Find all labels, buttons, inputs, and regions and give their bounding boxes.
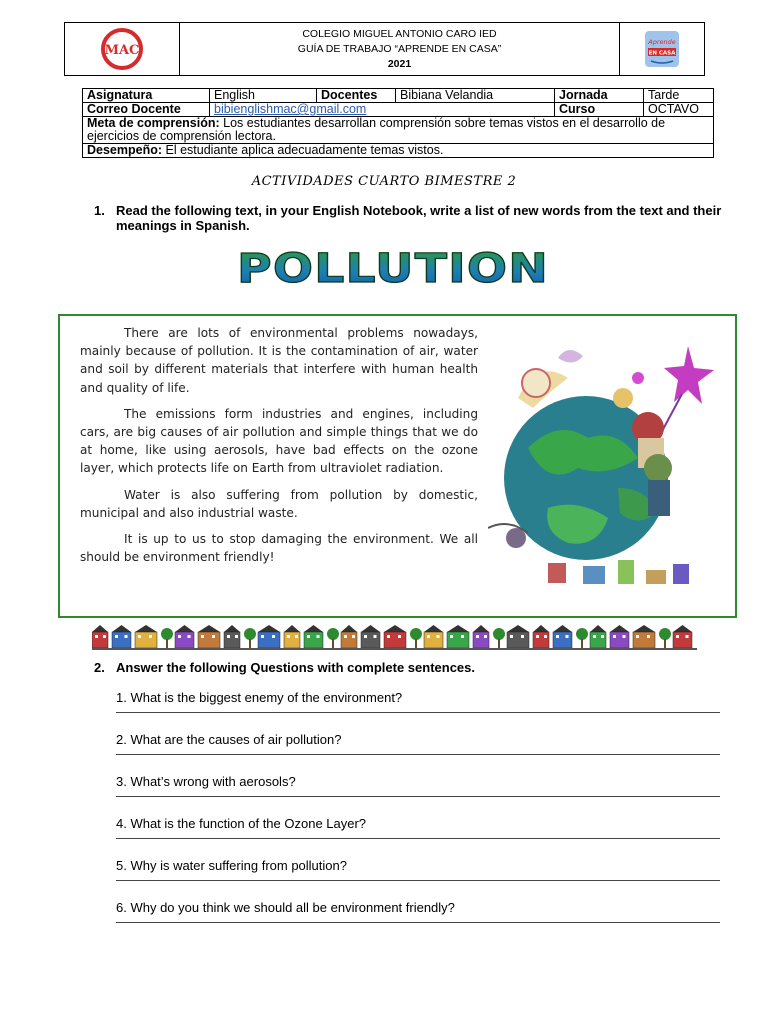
aprende-logo-cell [619,23,704,75]
answer-line[interactable] [116,880,720,881]
reading-paragraph: Water is also suffering from pollution by domestic, municipal and also industrial waste. [80,487,478,520]
curso-value: OCTAVO [644,103,714,117]
answer-line[interactable] [116,712,720,713]
house-icon [112,625,131,648]
house-icon [135,625,157,648]
house-icon [473,625,489,648]
question-4 [116,816,720,839]
tree-icon [410,628,422,648]
instruction-2 [94,660,724,675]
instruction-1-number: 1. [94,203,105,218]
question-text: 1. What is the biggest enemy of the environment? [116,690,403,705]
house-icon [341,625,357,648]
instruction-2-number: 2. [94,660,105,675]
house-icon [590,625,606,648]
jornada-label: Jornada [555,89,644,103]
jornada-value: Tarde [644,89,714,103]
answer-line[interactable] [116,922,720,923]
school-logo-icon [95,27,149,71]
reading-text [80,324,478,574]
house-icon [224,625,240,648]
house-icon [198,625,220,648]
tree-icon [576,628,588,648]
course-info-table [82,88,714,158]
header-titles [180,23,619,75]
question-text: 4. What is the function of the Ozone Layer? [116,816,367,831]
instruction-2-text: Answer the following Questions with complete sentences. [116,660,476,675]
guide-title: GUÍA DE TRABAJO “APRENDE EN CASA” [297,42,502,55]
answer-line[interactable] [116,838,720,839]
house-icon [610,625,629,648]
teacher-email-link[interactable]: bibienglishmac@gmail.com [214,102,367,116]
question-text: 3. What’s wrong with aerosols? [116,774,296,789]
reading-paragraph: The emissions form industries and engines, including cars, are big causes of air pollution and simple things that we do at home, like using aerosols, have bad effects on the ozone layer, which protects life on Earth from ultraviolet radiation. [80,406,478,476]
house-icon [633,625,655,648]
house-icon [553,625,572,648]
pollution-title-text: POLLUTION [237,246,549,288]
house-icon [673,625,692,648]
house-icon [507,625,529,648]
answer-line[interactable] [116,754,720,755]
tree-icon [659,628,671,648]
curso-label: Curso [555,103,644,117]
question-text: 2. What are the causes of air pollution? [116,732,342,747]
meta-value: Los estudiantes desarrollan comprensión sobre temas vistos en el desarrollo de ejercicios de comprensión lectora. [87,116,666,143]
polluted-earth-illustration [488,338,714,606]
house-icon [284,625,300,648]
meta-label: Meta de comprensión: [87,116,220,130]
header-year: 2021 [387,57,412,70]
svg-text:Aprende: Aprende [648,38,676,46]
meta-row [83,117,714,144]
question-2 [116,732,720,755]
house-icon [424,625,443,648]
instruction-1-text: Read the following text, in your English Notebook, write a list of new words from the text and their meanings in Spanish. [116,203,722,233]
house-icon [258,625,280,648]
svg-text:MAC: MAC [104,43,140,58]
docentes-label: Docentes [317,89,396,103]
pollution-title [233,246,553,288]
house-icon [533,625,549,648]
house-icon [361,625,380,648]
correo-label: Correo Docente [83,103,210,117]
school-header [64,22,705,76]
asignatura-value: English [210,89,317,103]
question-3 [116,774,720,797]
asignatura-label: Asignatura [83,89,210,103]
tree-icon [244,628,256,648]
school-logo-cell [65,23,180,75]
house-icon [384,625,406,648]
question-1 [116,690,720,713]
house-icon [447,625,469,648]
tree-icon [161,628,173,648]
tree-icon [327,628,339,648]
tree-icon [493,628,505,648]
question-5 [116,858,720,881]
reading-paragraph: There are lots of environmental problems nowadays, mainly because of pollution. It is the contamination of air, water and soil by different materials that interfere with human health and quality of life. [80,326,478,395]
house-icon [175,625,194,648]
svg-text:EN CASA: EN CASA [648,50,676,57]
answer-line[interactable] [116,796,720,797]
school-name: COLEGIO MIGUEL ANTONIO CARO IED [302,27,497,40]
question-6 [116,900,720,923]
ground-line [92,648,697,650]
desempeno-value: El estudiante aplica adecuadamente temas vistos. [165,143,444,157]
activities-title: ACTIVIDADES CUARTO BIMESTRE 2 [251,174,517,189]
house-icon [92,625,108,648]
docentes-value: Bibiana Velandia [396,89,555,103]
question-text: 6. Why do you think we should all be environment friendly? [116,900,455,915]
question-text: 5. Why is water suffering from pollution? [116,858,347,873]
reading-paragraph: It is up to us to stop damaging the environment. We all should be environment friendly! [80,532,478,565]
reading-box [58,314,737,618]
aprende-en-casa-logo-icon [645,31,679,67]
desempeno-row [83,144,714,158]
house-icon [304,625,323,648]
houses-border-decoration [92,622,697,650]
desempeno-label: Desempeño: [87,143,163,157]
instruction-1 [94,203,724,233]
